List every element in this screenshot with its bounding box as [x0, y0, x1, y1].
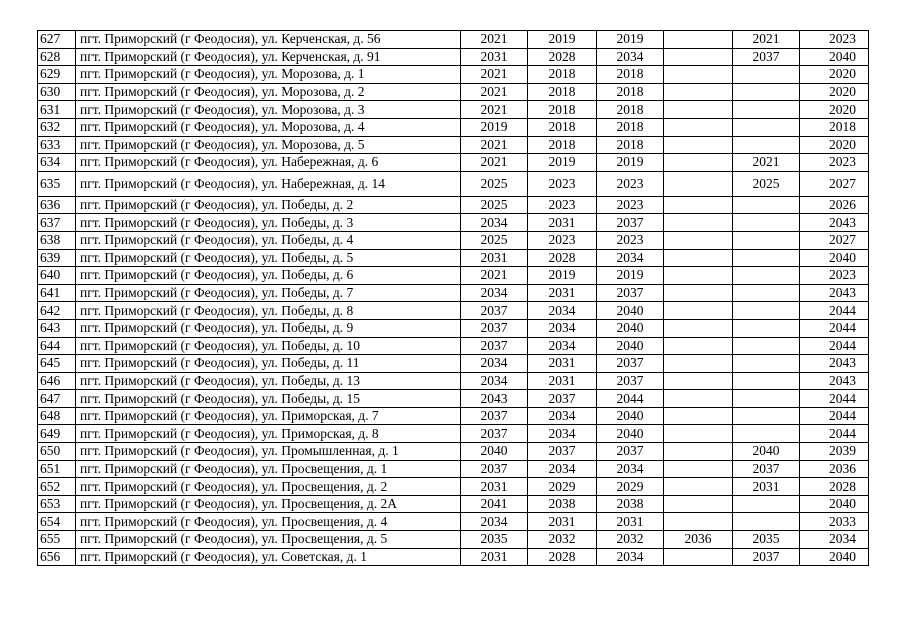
- year-cell-6: 2043: [800, 372, 869, 390]
- year-cell-1: 2043: [461, 390, 528, 408]
- address-cell: пгт. Приморский (г Феодосия), ул. Победы, д. 5: [76, 249, 461, 267]
- year-cell-2: 2023: [528, 171, 597, 196]
- year-cell-3: 2037: [597, 355, 664, 373]
- row-number-cell: 630: [38, 83, 76, 101]
- address-cell: пгт. Приморский (г Феодосия), ул. Победы, д. 2: [76, 196, 461, 214]
- year-cell-1: 2037: [461, 425, 528, 443]
- year-cell-2: 2028: [528, 249, 597, 267]
- year-cell-1: 2019: [461, 118, 528, 136]
- year-cell-3: 2023: [597, 171, 664, 196]
- year-cell-3: 2034: [597, 548, 664, 566]
- year-cell-4: [664, 355, 733, 373]
- table-row: [38, 249, 869, 267]
- table-row: [38, 66, 869, 84]
- year-cell-3: 2019: [597, 267, 664, 285]
- housing-schedule-table: [37, 30, 869, 566]
- year-cell-3: 2038: [597, 495, 664, 513]
- year-cell-5: 2025: [733, 171, 800, 196]
- address-cell: пгт. Приморский (г Феодосия), ул. Победы, д. 7: [76, 284, 461, 302]
- row-number-cell: 643: [38, 319, 76, 337]
- table-row: [38, 390, 869, 408]
- year-cell-5: [733, 118, 800, 136]
- year-cell-5: [733, 83, 800, 101]
- year-cell-2: 2034: [528, 319, 597, 337]
- row-number-cell: 647: [38, 390, 76, 408]
- year-cell-1: 2021: [461, 154, 528, 172]
- address-cell: пгт. Приморский (г Феодосия), ул. Промышленная, д. 1: [76, 443, 461, 461]
- year-cell-1: 2035: [461, 531, 528, 549]
- year-cell-2: 2028: [528, 548, 597, 566]
- address-cell: пгт. Приморский (г Феодосия), ул. Победы, д. 15: [76, 390, 461, 408]
- year-cell-2: 2018: [528, 136, 597, 154]
- year-cell-3: 2018: [597, 136, 664, 154]
- year-cell-5: 2037: [733, 48, 800, 66]
- year-cell-3: 2034: [597, 249, 664, 267]
- year-cell-4: [664, 443, 733, 461]
- year-cell-5: [733, 372, 800, 390]
- table-row: [38, 154, 869, 172]
- row-number-cell: 654: [38, 513, 76, 531]
- year-cell-5: 2040: [733, 443, 800, 461]
- row-number-cell: 653: [38, 495, 76, 513]
- year-cell-1: 2021: [461, 267, 528, 285]
- year-cell-4: [664, 390, 733, 408]
- year-cell-4: [664, 196, 733, 214]
- year-cell-6: 2020: [800, 66, 869, 84]
- address-cell: пгт. Приморский (г Феодосия), ул. Набережная, д. 14: [76, 171, 461, 196]
- year-cell-3: 2029: [597, 478, 664, 496]
- year-cell-1: 2034: [461, 355, 528, 373]
- year-cell-1: 2037: [461, 319, 528, 337]
- year-cell-3: 2037: [597, 284, 664, 302]
- address-cell: пгт. Приморский (г Феодосия), ул. Победы, д. 11: [76, 355, 461, 373]
- year-cell-3: 2032: [597, 531, 664, 549]
- table-row: [38, 31, 869, 49]
- row-number-cell: 655: [38, 531, 76, 549]
- address-cell: пгт. Приморский (г Феодосия), ул. Морозова, д. 1: [76, 66, 461, 84]
- year-cell-6: 2034: [800, 531, 869, 549]
- year-cell-6: 2020: [800, 83, 869, 101]
- year-cell-2: 2037: [528, 443, 597, 461]
- year-cell-4: [664, 83, 733, 101]
- year-cell-3: 2018: [597, 101, 664, 119]
- row-number-cell: 632: [38, 118, 76, 136]
- year-cell-1: 2025: [461, 231, 528, 249]
- year-cell-5: [733, 337, 800, 355]
- address-cell: пгт. Приморский (г Феодосия), ул. Морозова, д. 4: [76, 118, 461, 136]
- year-cell-4: [664, 495, 733, 513]
- year-cell-6: 2028: [800, 478, 869, 496]
- year-cell-1: 2021: [461, 136, 528, 154]
- row-number-cell: 652: [38, 478, 76, 496]
- table-row: [38, 302, 869, 320]
- table-row: [38, 267, 869, 285]
- year-cell-2: 2019: [528, 267, 597, 285]
- table-row: [38, 355, 869, 373]
- address-cell: пгт. Приморский (г Феодосия), ул. Победы, д. 9: [76, 319, 461, 337]
- table-row: [38, 83, 869, 101]
- year-cell-3: 2037: [597, 372, 664, 390]
- year-cell-2: 2031: [528, 284, 597, 302]
- year-cell-1: 2037: [461, 407, 528, 425]
- table-row: [38, 513, 869, 531]
- year-cell-2: 2031: [528, 355, 597, 373]
- year-cell-5: 2021: [733, 154, 800, 172]
- year-cell-3: 2037: [597, 443, 664, 461]
- year-cell-2: 2018: [528, 101, 597, 119]
- year-cell-3: 2040: [597, 407, 664, 425]
- year-cell-6: 2023: [800, 267, 869, 285]
- year-cell-4: [664, 249, 733, 267]
- year-cell-4: [664, 460, 733, 478]
- row-number-cell: 645: [38, 355, 76, 373]
- row-number-cell: 633: [38, 136, 76, 154]
- year-cell-4: 2036: [664, 531, 733, 549]
- year-cell-1: 2021: [461, 31, 528, 49]
- year-cell-6: 2040: [800, 48, 869, 66]
- year-cell-6: 2036: [800, 460, 869, 478]
- year-cell-4: [664, 267, 733, 285]
- year-cell-4: [664, 214, 733, 232]
- address-cell: пгт. Приморский (г Феодосия), ул. Победы, д. 3: [76, 214, 461, 232]
- year-cell-1: 2025: [461, 171, 528, 196]
- table-row: [38, 425, 869, 443]
- year-cell-6: 2026: [800, 196, 869, 214]
- row-number-cell: 640: [38, 267, 76, 285]
- year-cell-2: 2031: [528, 214, 597, 232]
- year-cell-5: [733, 302, 800, 320]
- year-cell-1: 2031: [461, 548, 528, 566]
- row-number-cell: 642: [38, 302, 76, 320]
- year-cell-4: [664, 171, 733, 196]
- year-cell-2: 2037: [528, 390, 597, 408]
- year-cell-6: 2044: [800, 302, 869, 320]
- year-cell-1: 2037: [461, 337, 528, 355]
- row-number-cell: 631: [38, 101, 76, 119]
- year-cell-5: [733, 284, 800, 302]
- year-cell-2: 2019: [528, 31, 597, 49]
- year-cell-5: [733, 319, 800, 337]
- table-row: [38, 443, 869, 461]
- address-cell: пгт. Приморский (г Феодосия), ул. Просвещения, д. 1: [76, 460, 461, 478]
- address-cell: пгт. Приморский (г Феодосия), ул. Приморская, д. 8: [76, 425, 461, 443]
- year-cell-3: 2018: [597, 83, 664, 101]
- table-row: [38, 478, 869, 496]
- year-cell-5: [733, 249, 800, 267]
- year-cell-6: 2040: [800, 249, 869, 267]
- address-cell: пгт. Приморский (г Феодосия), ул. Приморская, д. 7: [76, 407, 461, 425]
- year-cell-3: 2018: [597, 118, 664, 136]
- year-cell-4: [664, 136, 733, 154]
- year-cell-1: 2034: [461, 214, 528, 232]
- row-number-cell: 648: [38, 407, 76, 425]
- row-number-cell: 627: [38, 31, 76, 49]
- year-cell-2: 2028: [528, 48, 597, 66]
- year-cell-5: [733, 101, 800, 119]
- year-cell-5: [733, 495, 800, 513]
- year-cell-4: [664, 407, 733, 425]
- row-number-cell: 638: [38, 231, 76, 249]
- year-cell-3: 2034: [597, 48, 664, 66]
- year-cell-5: 2035: [733, 531, 800, 549]
- row-number-cell: 656: [38, 548, 76, 566]
- address-cell: пгт. Приморский (г Феодосия), ул. Керченская, д. 56: [76, 31, 461, 49]
- year-cell-2: 2029: [528, 478, 597, 496]
- year-cell-6: 2023: [800, 31, 869, 49]
- year-cell-1: 2031: [461, 478, 528, 496]
- table-row: [38, 136, 869, 154]
- year-cell-1: 2041: [461, 495, 528, 513]
- year-cell-6: 2044: [800, 407, 869, 425]
- year-cell-4: [664, 154, 733, 172]
- year-cell-3: 2040: [597, 425, 664, 443]
- row-number-cell: 651: [38, 460, 76, 478]
- year-cell-4: [664, 319, 733, 337]
- table-row: [38, 407, 869, 425]
- year-cell-5: [733, 66, 800, 84]
- year-cell-6: 2033: [800, 513, 869, 531]
- table-row: [38, 171, 869, 196]
- year-cell-5: [733, 214, 800, 232]
- table-row: [38, 101, 869, 119]
- year-cell-6: 2039: [800, 443, 869, 461]
- year-cell-3: 2018: [597, 66, 664, 84]
- year-cell-4: [664, 118, 733, 136]
- year-cell-5: 2031: [733, 478, 800, 496]
- year-cell-5: [733, 231, 800, 249]
- year-cell-3: 2023: [597, 196, 664, 214]
- address-cell: пгт. Приморский (г Феодосия), ул. Морозова, д. 5: [76, 136, 461, 154]
- year-cell-4: [664, 31, 733, 49]
- year-cell-4: [664, 425, 733, 443]
- address-cell: пгт. Приморский (г Феодосия), ул. Победы, д. 6: [76, 267, 461, 285]
- row-number-cell: 646: [38, 372, 76, 390]
- row-number-cell: 641: [38, 284, 76, 302]
- year-cell-3: 2040: [597, 302, 664, 320]
- address-cell: пгт. Приморский (г Феодосия), ул. Керченская, д. 91: [76, 48, 461, 66]
- year-cell-2: 2018: [528, 66, 597, 84]
- address-cell: пгт. Приморский (г Феодосия), ул. Победы, д. 13: [76, 372, 461, 390]
- table-row: [38, 231, 869, 249]
- year-cell-3: 2019: [597, 31, 664, 49]
- year-cell-1: 2034: [461, 513, 528, 531]
- year-cell-4: [664, 48, 733, 66]
- year-cell-3: 2034: [597, 460, 664, 478]
- row-number-cell: 636: [38, 196, 76, 214]
- year-cell-3: 2019: [597, 154, 664, 172]
- row-number-cell: 649: [38, 425, 76, 443]
- year-cell-2: 2034: [528, 460, 597, 478]
- year-cell-5: [733, 513, 800, 531]
- year-cell-6: 2023: [800, 154, 869, 172]
- year-cell-6: 2027: [800, 171, 869, 196]
- address-cell: пгт. Приморский (г Феодосия), ул. Победы, д. 8: [76, 302, 461, 320]
- year-cell-6: 2040: [800, 495, 869, 513]
- row-number-cell: 635: [38, 171, 76, 196]
- year-cell-2: 2034: [528, 407, 597, 425]
- year-cell-6: 2018: [800, 118, 869, 136]
- row-number-cell: 629: [38, 66, 76, 84]
- year-cell-3: 2031: [597, 513, 664, 531]
- table-row: [38, 48, 869, 66]
- address-cell: пгт. Приморский (г Феодосия), ул. Просвещения, д. 2: [76, 478, 461, 496]
- year-cell-6: 2044: [800, 390, 869, 408]
- row-number-cell: 644: [38, 337, 76, 355]
- year-cell-3: 2037: [597, 214, 664, 232]
- table-row: [38, 319, 869, 337]
- year-cell-5: [733, 390, 800, 408]
- table-row: [38, 118, 869, 136]
- row-number-cell: 634: [38, 154, 76, 172]
- year-cell-1: 2037: [461, 302, 528, 320]
- address-cell: пгт. Приморский (г Феодосия), ул. Советская, д. 1: [76, 548, 461, 566]
- year-cell-6: 2043: [800, 214, 869, 232]
- year-cell-1: 2037: [461, 460, 528, 478]
- year-cell-2: 2023: [528, 196, 597, 214]
- year-cell-5: 2037: [733, 548, 800, 566]
- year-cell-6: 2043: [800, 355, 869, 373]
- table-row: [38, 196, 869, 214]
- year-cell-2: 2023: [528, 231, 597, 249]
- year-cell-1: 2021: [461, 66, 528, 84]
- address-cell: пгт. Приморский (г Феодосия), ул. Победы, д. 10: [76, 337, 461, 355]
- year-cell-5: 2021: [733, 31, 800, 49]
- row-number-cell: 628: [38, 48, 76, 66]
- year-cell-3: 2040: [597, 319, 664, 337]
- year-cell-2: 2018: [528, 118, 597, 136]
- year-cell-4: [664, 284, 733, 302]
- table-row: [38, 531, 869, 549]
- address-cell: пгт. Приморский (г Феодосия), ул. Просвещения, д. 5: [76, 531, 461, 549]
- year-cell-2: 2018: [528, 83, 597, 101]
- year-cell-5: [733, 355, 800, 373]
- year-cell-1: 2031: [461, 249, 528, 267]
- year-cell-4: [664, 337, 733, 355]
- year-cell-1: 2031: [461, 48, 528, 66]
- table-row: [38, 337, 869, 355]
- table-row: [38, 548, 869, 566]
- year-cell-5: [733, 425, 800, 443]
- year-cell-3: 2040: [597, 337, 664, 355]
- table-row: [38, 372, 869, 390]
- year-cell-4: [664, 478, 733, 496]
- year-cell-2: 2034: [528, 337, 597, 355]
- year-cell-1: 2040: [461, 443, 528, 461]
- address-cell: пгт. Приморский (г Феодосия), ул. Набережная, д. 6: [76, 154, 461, 172]
- year-cell-5: [733, 196, 800, 214]
- year-cell-4: [664, 66, 733, 84]
- year-cell-6: 2040: [800, 548, 869, 566]
- year-cell-2: 2032: [528, 531, 597, 549]
- year-cell-3: 2044: [597, 390, 664, 408]
- table-row: [38, 214, 869, 232]
- address-cell: пгт. Приморский (г Феодосия), ул. Победы, д. 4: [76, 231, 461, 249]
- year-cell-4: [664, 372, 733, 390]
- year-cell-6: 2043: [800, 284, 869, 302]
- year-cell-5: 2037: [733, 460, 800, 478]
- year-cell-4: [664, 101, 733, 119]
- year-cell-1: 2021: [461, 83, 528, 101]
- year-cell-2: 2031: [528, 513, 597, 531]
- year-cell-1: 2034: [461, 284, 528, 302]
- year-cell-6: 2027: [800, 231, 869, 249]
- year-cell-6: 2044: [800, 319, 869, 337]
- year-cell-5: [733, 407, 800, 425]
- table-row: [38, 460, 869, 478]
- year-cell-4: [664, 513, 733, 531]
- address-cell: пгт. Приморский (г Феодосия), ул. Морозова, д. 2: [76, 83, 461, 101]
- year-cell-6: 2044: [800, 425, 869, 443]
- year-cell-4: [664, 302, 733, 320]
- row-number-cell: 639: [38, 249, 76, 267]
- address-cell: пгт. Приморский (г Феодосия), ул. Морозова, д. 3: [76, 101, 461, 119]
- year-cell-4: [664, 548, 733, 566]
- row-number-cell: 650: [38, 443, 76, 461]
- table-row: [38, 495, 869, 513]
- year-cell-6: 2020: [800, 101, 869, 119]
- year-cell-1: 2025: [461, 196, 528, 214]
- year-cell-1: 2021: [461, 101, 528, 119]
- year-cell-2: 2031: [528, 372, 597, 390]
- year-cell-2: 2019: [528, 154, 597, 172]
- table-body: [38, 31, 869, 566]
- year-cell-2: 2034: [528, 425, 597, 443]
- address-cell: пгт. Приморский (г Феодосия), ул. Просвещения, д. 2А: [76, 495, 461, 513]
- year-cell-1: 2034: [461, 372, 528, 390]
- year-cell-3: 2023: [597, 231, 664, 249]
- year-cell-5: [733, 267, 800, 285]
- year-cell-2: 2038: [528, 495, 597, 513]
- address-cell: пгт. Приморский (г Феодосия), ул. Просвещения, д. 4: [76, 513, 461, 531]
- table-row: [38, 284, 869, 302]
- year-cell-6: 2020: [800, 136, 869, 154]
- row-number-cell: 637: [38, 214, 76, 232]
- year-cell-4: [664, 231, 733, 249]
- year-cell-5: [733, 136, 800, 154]
- year-cell-6: 2044: [800, 337, 869, 355]
- year-cell-2: 2034: [528, 302, 597, 320]
